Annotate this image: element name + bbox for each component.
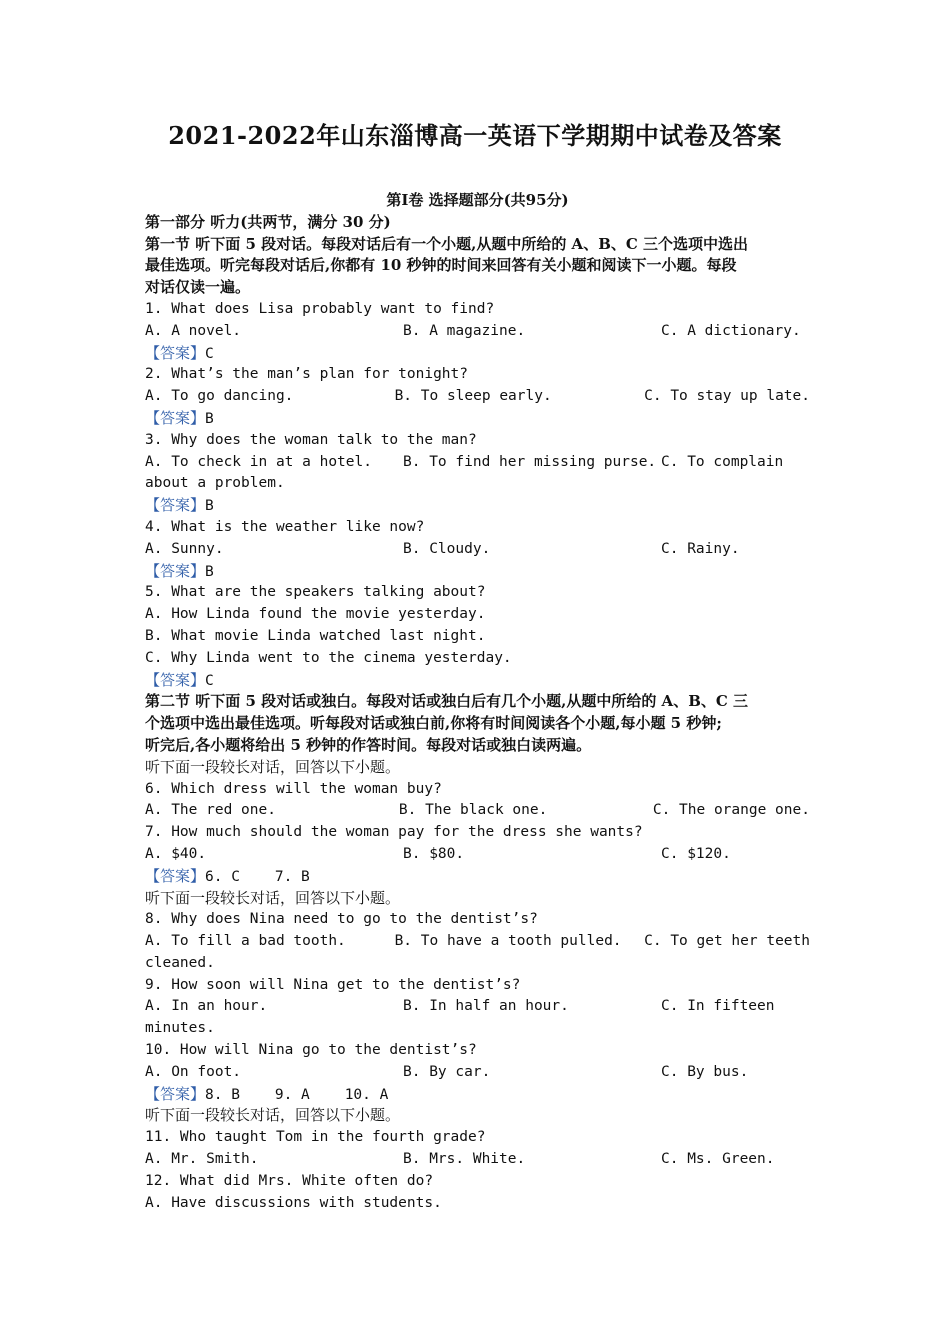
- option-b: B. The black one.: [398, 802, 548, 819]
- question-options: [145, 1062, 810, 1084]
- option-a: A. On foot.: [145, 1063, 242, 1080]
- option-c: C. To get her teeth: [644, 933, 810, 950]
- question-text: 7. How much should the woman pay for the dress she wants?: [145, 824, 643, 841]
- section2-intro-line: 听完后,各小题将给出 5 秒钟的作答时间。每段对话或独白读两遍。: [145, 735, 592, 754]
- option-c: C. To stay up late.: [644, 388, 810, 405]
- question-text: 4. What is the weather like now?: [145, 518, 425, 535]
- section2-intro-line: 个选项中选出最佳选项。听每段对话或独白前,你将有时间阅读各个小题,每小题 5 秒钟;: [145, 714, 722, 733]
- option-c: C. Why Linda went to the cinema yesterday.: [145, 649, 512, 666]
- option-b: B. By car.: [403, 1063, 491, 1080]
- answer-tag: 【答案】: [145, 561, 206, 580]
- option-a: A. Mr. Smith.: [145, 1151, 259, 1168]
- option-c: C. By bus.: [661, 1063, 749, 1080]
- question-options: [145, 321, 810, 343]
- section1-intro-line: 最佳选项。听完每段对话后,你都有 10 秒钟的时间来回答有关小题和阅读下一小题。每段: [145, 256, 737, 275]
- question-options: [145, 452, 810, 474]
- question-text: 8. Why does Nina need to go to the dentist’s?: [145, 911, 538, 928]
- section1-intro-line: 第一节 听下面 5 段对话。每段对话后有一个小题,从题中所给的 A、B、C 三个选项中选出: [145, 234, 749, 253]
- option-c: C. The orange one.: [652, 802, 810, 819]
- option-a: A. How Linda found the movie yesterday.: [145, 606, 486, 623]
- option-a: A. To fill a bad tooth.: [145, 933, 346, 950]
- answer-value: B: [205, 563, 214, 580]
- question-text: 5. What are the speakers talking about?: [145, 584, 486, 601]
- question-options: [145, 996, 810, 1018]
- document-body: [145, 190, 810, 1214]
- option-b: B. Cloudy.: [403, 540, 491, 557]
- option-b: B. A magazine.: [403, 322, 526, 339]
- answer-value: 6. C 7. B: [205, 868, 310, 885]
- option-a: A. To check in at a hotel.: [145, 453, 372, 470]
- question-text: 12. What did Mrs. White often do?: [145, 1172, 434, 1189]
- option-a: A. In an hour.: [145, 998, 268, 1015]
- option-b: B. In half an hour.: [403, 998, 569, 1015]
- part-heading: 第一部分 听力(共两节，满分 30 分): [145, 212, 391, 231]
- answer-line: [145, 561, 810, 583]
- question-text: 2. What’s the man’s plan for tonight?: [145, 366, 469, 383]
- option-c: C. Rainy.: [661, 540, 740, 557]
- question-options: [145, 931, 810, 953]
- listen-prompt: 听下面一段较长对话，回答以下小题。: [145, 1106, 401, 1125]
- answer-tag: 【答案】: [145, 1084, 206, 1103]
- question-options: [145, 1149, 810, 1171]
- option-continuation: minutes.: [145, 1020, 215, 1037]
- answer-line: [145, 408, 810, 430]
- section2-intro-line: 第二节 听下面 5 段对话或独白。每段对话或独白后有几个小题,从题中所给的 A、B、C 三: [145, 692, 749, 711]
- option-a: A. To go dancing.: [145, 388, 294, 405]
- answer-line: [145, 495, 810, 517]
- answer-value: B: [205, 498, 214, 515]
- answer-value: B: [205, 410, 214, 427]
- question-text: 10. How will Nina go to the dentist’s?: [145, 1042, 477, 1059]
- option-b: B. To sleep early.: [394, 388, 552, 405]
- answer-value: 8. B 9. A 10. A: [205, 1086, 389, 1103]
- page-title: 2021-2022年山东淄博高一英语下学期期中试卷及答案: [168, 121, 782, 150]
- question-text: 11. Who taught Tom in the fourth grade?: [145, 1129, 486, 1146]
- answer-line: [145, 343, 810, 365]
- option-b: B. $80.: [403, 845, 465, 862]
- section1-intro-line: 对话仅读一遍。: [145, 278, 251, 297]
- answer-line: [145, 670, 810, 692]
- question-options: [145, 539, 810, 561]
- question-text: 1. What does Lisa probably want to find?: [145, 300, 495, 317]
- option-a: A. Have discussions with students.: [145, 1194, 442, 1211]
- question-text: 6. Which dress will the woman buy?: [145, 780, 442, 797]
- section-header: 第Ⅰ卷 选择题部分(共95分): [386, 191, 569, 209]
- question-options: [145, 844, 810, 866]
- question-options: [145, 800, 810, 822]
- option-a: A. The red one.: [145, 802, 276, 819]
- answer-tag: 【答案】: [145, 866, 206, 885]
- option-b: B. Mrs. White.: [403, 1151, 526, 1168]
- question-text: 3. Why does the woman talk to the man?: [145, 431, 477, 448]
- answer-value: C: [205, 672, 214, 689]
- answer-line: [145, 1084, 810, 1106]
- option-a: A. Sunny.: [145, 540, 224, 557]
- answer-line: [145, 866, 810, 888]
- option-c: C. In fifteen: [661, 998, 775, 1015]
- question-text: 9. How soon will Nina get to the dentist’s?: [145, 976, 521, 993]
- answer-tag: 【答案】: [145, 343, 206, 362]
- option-c: C. $120.: [661, 845, 731, 862]
- listen-prompt: 听下面一段较长对话，回答以下小题。: [145, 888, 401, 907]
- listen-prompt: 听下面一段较长对话，回答以下小题。: [145, 757, 401, 776]
- option-a: A. A novel.: [145, 322, 242, 339]
- option-c: C. Ms. Green.: [661, 1151, 775, 1168]
- option-b: B. To find her missing purse.: [403, 453, 657, 470]
- answer-tag: 【答案】: [145, 670, 206, 689]
- option-b: B. What movie Linda watched last night.: [145, 627, 486, 644]
- option-b: B. To have a tooth pulled.: [394, 933, 622, 950]
- option-continuation: about a problem.: [145, 475, 285, 492]
- answer-tag: 【答案】: [145, 408, 206, 427]
- answer-value: C: [205, 345, 214, 362]
- answer-tag: 【答案】: [145, 496, 206, 515]
- option-c: C. A dictionary.: [661, 322, 801, 339]
- option-a: A. $40.: [145, 845, 207, 862]
- option-c: C. To complain: [661, 453, 784, 470]
- option-continuation: cleaned.: [145, 954, 215, 971]
- question-options: [145, 386, 810, 408]
